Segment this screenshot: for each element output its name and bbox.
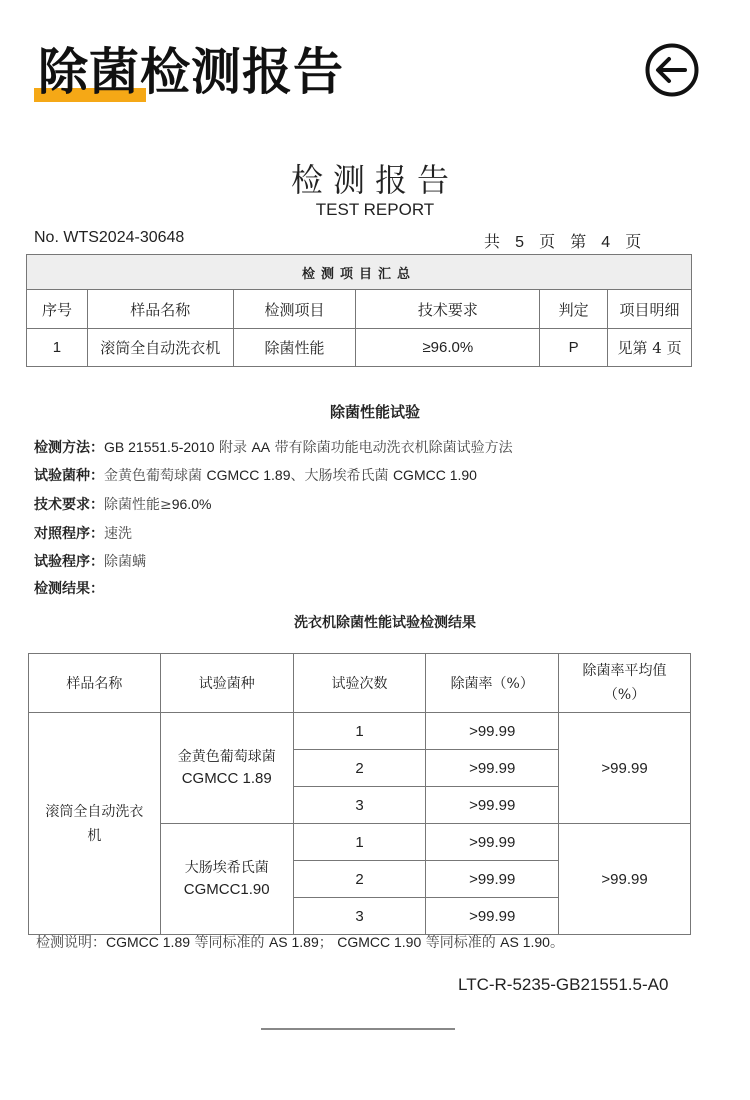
average-rate: >99.99 (559, 713, 691, 824)
field-test-result (34, 578, 104, 599)
field-value: CGMCC 1.89 (206, 467, 291, 483)
results-header: 样品名称 (29, 654, 161, 713)
trial-rate: >99.99 (426, 824, 559, 861)
trial-rate: >99.99 (426, 861, 559, 898)
field-test-method (34, 437, 513, 458)
summary-cell: ≥96.0% (356, 329, 540, 367)
summary-header: 项目明细 (608, 290, 692, 329)
summary-caption: 检测项目汇总 (27, 255, 692, 290)
section-title: 除菌性能试验 (329, 403, 420, 421)
note-part: CGMCC 1.90 (337, 934, 422, 950)
field-value: 除菌性能≥ (104, 497, 172, 513)
field-label: 检测方法： (34, 440, 104, 456)
summary-cell: 1 (27, 329, 88, 367)
trial-number: 3 (293, 787, 426, 824)
field-value: 96.0% (171, 496, 212, 512)
results-header: 试验次数 (293, 654, 426, 713)
sample-name-cell: 滚筒全自动洗衣机 (29, 713, 161, 935)
note-part: AS 1.90 (500, 934, 550, 950)
report-title-cn: 检测报告 (290, 161, 459, 199)
trial-rate: >99.99 (426, 898, 559, 935)
strain-code: CGMCC1.90 (183, 881, 270, 898)
trial-number: 2 (293, 861, 426, 898)
field-tech-requirement (34, 494, 211, 515)
note-part: 。 (549, 935, 564, 951)
strain-name: 大肠埃希氏菌 (184, 860, 269, 876)
strain-name: 金黄色葡萄球菌 (177, 749, 276, 765)
field-value: 除菌螨 (104, 554, 146, 570)
field-value: AA (251, 439, 271, 455)
field-value: CGMCC 1.90 (392, 467, 477, 483)
trial-rate: >99.99 (426, 787, 559, 824)
trial-rate: >99.99 (426, 750, 559, 787)
summary-cell: P (540, 329, 608, 367)
results-table-title: 洗衣机除菌性能试验检测结果 (294, 615, 476, 631)
trial-number: 2 (293, 750, 426, 787)
strain-code: CGMCC 1.89 (181, 770, 272, 787)
test-note (36, 932, 564, 952)
results-table (28, 653, 691, 935)
trial-rate: >99.99 (426, 713, 559, 750)
field-label: 检测结果： (34, 581, 104, 597)
field-value: 、大肠埃希氏菌 (290, 468, 393, 484)
results-header: 试验菌种 (160, 654, 293, 713)
page-prefix: 共 (484, 232, 506, 251)
report-number: No. WTS2024-30648 (34, 229, 185, 246)
strain-cell (160, 824, 293, 935)
field-value: 速洗 (104, 526, 132, 542)
document-code: LTC-R-5235-GB21551.5-A0 (458, 975, 669, 994)
field-value: GB 21551.5-2010 (104, 439, 215, 455)
results-header: 除菌率平均值（%） (559, 654, 691, 713)
back-button[interactable] (645, 43, 699, 97)
summary-header: 检测项目 (233, 290, 356, 329)
arrow-left-circle-icon (645, 43, 699, 97)
field-test-program (34, 551, 146, 572)
field-value: 附录 (214, 440, 252, 456)
signature-line (261, 1028, 455, 1030)
field-label: 对照程序： (34, 526, 104, 542)
results-header: 除菌率（%） (426, 654, 559, 713)
note-part: ； (318, 935, 338, 951)
table-row (27, 329, 692, 367)
summary-header: 判定 (540, 290, 608, 329)
summary-header: 序号 (27, 290, 88, 329)
summary-header: 技术要求 (356, 290, 540, 329)
summary-header: 样品名称 (87, 290, 233, 329)
strain-cell (160, 713, 293, 824)
page-suffix: 页 (625, 232, 647, 251)
note-part: CGMCC 1.89 (106, 934, 191, 950)
field-label: 试验程序： (34, 554, 104, 570)
note-part: 等同标准的 (421, 935, 501, 951)
summary-cell: 除菌性能 (233, 329, 356, 367)
note-label: 检测说明： (36, 935, 106, 951)
table-row (29, 713, 691, 750)
report-title-en: TEST REPORT (315, 200, 435, 219)
trial-number: 3 (293, 898, 426, 935)
field-label: 试验菌种： (34, 468, 104, 484)
field-label: 技术要求： (34, 497, 104, 513)
note-part: 等同标准的 (190, 935, 269, 951)
summary-cell: 见第 4 页 (608, 329, 692, 367)
page-mid: 页 第 (539, 232, 592, 251)
summary-table (26, 254, 692, 367)
field-control-program (34, 523, 132, 544)
summary-cell: 滚筒全自动洗衣机 (87, 329, 233, 367)
page-indicator (484, 229, 646, 252)
page-total: 5 (515, 234, 530, 251)
note-part: AS 1.89 (268, 934, 319, 950)
field-value: 带有除菌功能电动洗衣机除菌试验方法 (270, 440, 513, 456)
field-test-strain (34, 465, 477, 486)
trial-number: 1 (293, 824, 426, 861)
trial-number: 1 (293, 713, 426, 750)
average-rate: >99.99 (559, 824, 691, 935)
page-title: 除菌检测报告 (38, 43, 344, 101)
page-current: 4 (601, 234, 616, 251)
field-value: 金黄色葡萄球菌 (104, 468, 207, 484)
